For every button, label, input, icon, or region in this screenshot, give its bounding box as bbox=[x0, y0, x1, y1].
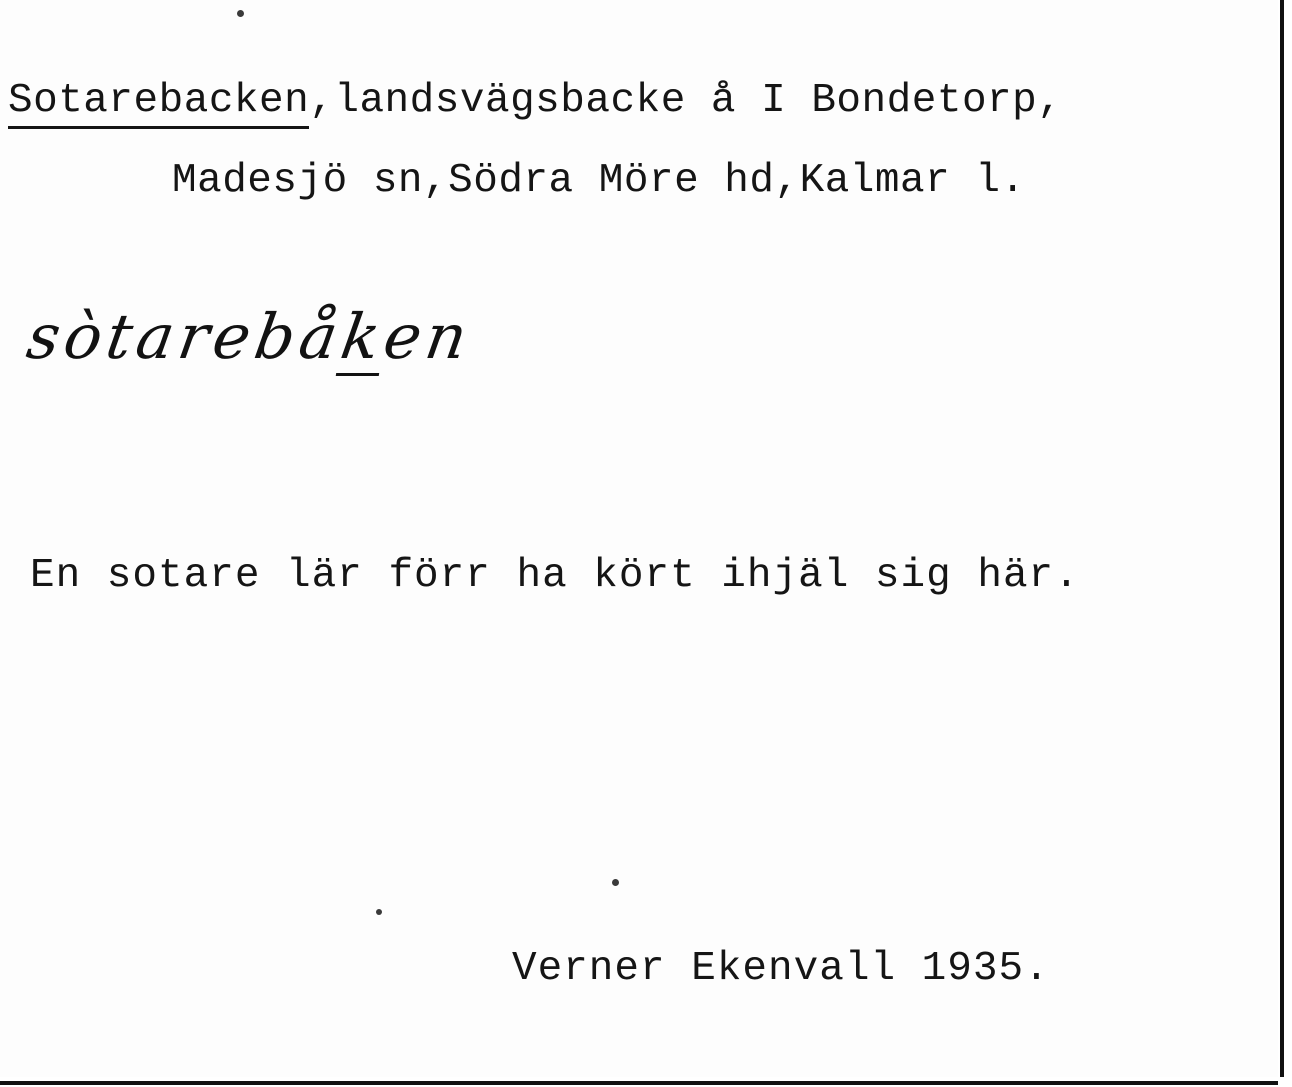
scan-speck-icon bbox=[237, 10, 244, 17]
handwritten-pronunciation bbox=[22, 300, 477, 373]
pronunciation-prefix: sòtarebå bbox=[22, 300, 348, 373]
pronunciation-marked-letter: k bbox=[336, 300, 391, 376]
heading-line-2: Madesjö sn,Södra Möre hd,Kalmar l. bbox=[172, 158, 1026, 204]
scan-speck-icon bbox=[612, 879, 619, 886]
heading-line-1-rest: ,landsvägsbacke å I Bondetorp, bbox=[309, 78, 1063, 124]
heading-line-1 bbox=[8, 78, 1062, 124]
pronunciation-suffix: en bbox=[378, 300, 477, 373]
body-text: En sotare lär förr ha kört ihjäl sig här. bbox=[30, 553, 1080, 599]
signature-line: Verner Ekenvall 1935. bbox=[512, 946, 1050, 992]
scan-speck-icon bbox=[376, 909, 382, 915]
scan-edge-right bbox=[1278, 0, 1292, 1087]
headword: Sotarebacken bbox=[8, 78, 309, 129]
scan-edge-bottom bbox=[0, 1077, 1292, 1087]
